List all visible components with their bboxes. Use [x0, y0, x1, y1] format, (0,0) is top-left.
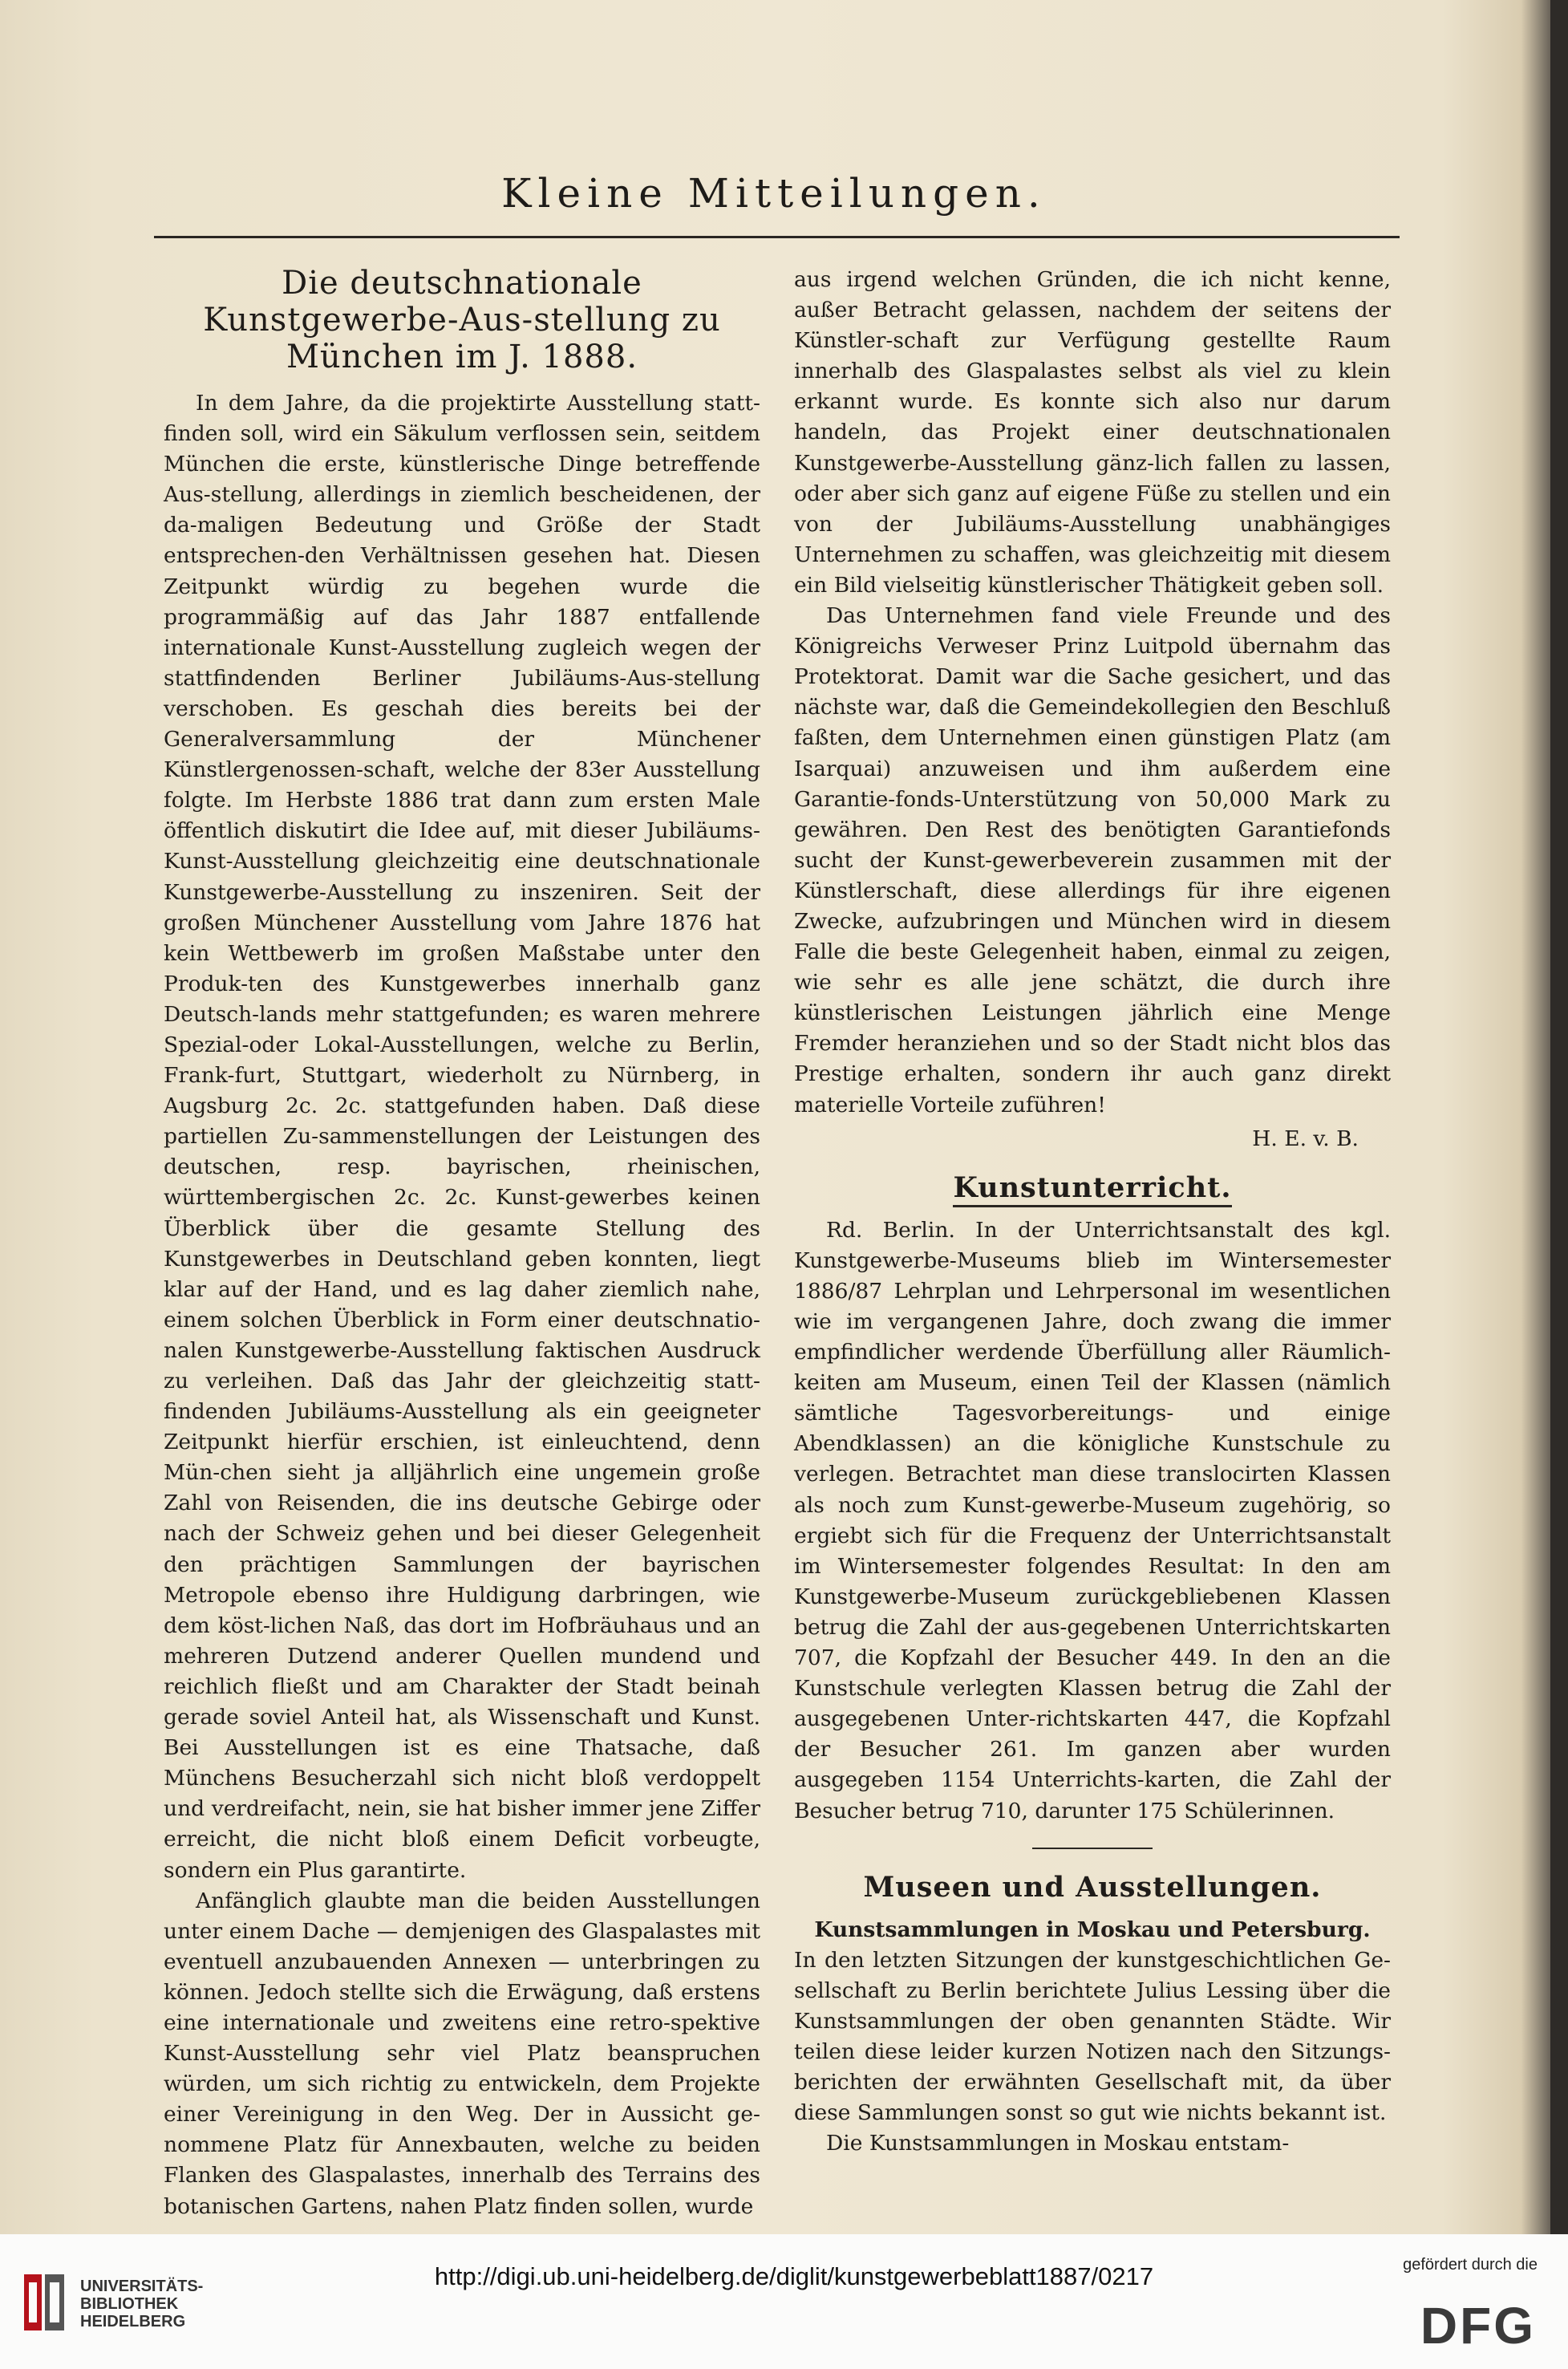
- museen-paragraph: In den letzten Sitzungen der kunstgeschichtlichen Ge-sellschaft zu Berlin berichtete Julius Lessing über die Kunstsammlungen der oben genannten Städte. Wir teilen diese leider kurzen Notizen nach den Sitzungs-berichten der erwähnten Gesellschaft mit, da über diese Sammlungen sonst so gut wie nichts bekannt ist.: [794, 1947, 1391, 2126]
- kunstunterricht-paragraph: Rd. Berlin. In der Unterrichtsanstalt des kgl. Kunstgewerbe-Museums blieb im Wintersemester 1886/87 Lehrplan und Lehrpersonal im wesentlichen wie im vergangenen Jahre, doch zwang die immer empfindlicher werdende Überfüllung aller Räumlich-keiten am Museum, einen Teil der Klassen (nämlich sämtliche Tagesvorbereitungs- und einige Abendklassen) an die königliche Kunstschule zu verlegen. Betrachtet man diese translocirten Klassen als noch zum Kunst-gewerbe-Museum zugehörig, so ergiebt sich für die Frequenz der Unterrichtsanstalt im Wintersemester folgendes Resultat: In den am Kunstgewerbe-Museum zurückgebliebenen Klassen betrug die Zahl der aus-gegebenen Unterrichtskarten 707, die Kopfzahl der Besucher 449. In den an die Kunstschule verlegten Klassen betrug die Zahl der ausgegebenen Unter-richtskarten 447, die Kopfzahl der Besucher 261. Im ganzen aber wurden ausgegeben 1154 Unterrichts-karten, die Zahl der Besucher betrug 710, darunter 175 Schülerinnen.: [794, 1217, 1391, 1823]
- right-paragraph-2: Das Unternehmen fand viele Freunde und des Königreichs Verweser Prinz Luitpold übernahm das Protektorat. Damit war die Sache gesichert, und das nächste war, daß die Gemeindekollegien den Beschluß faßten, dem Unternehmen einen günstigen Platz (am Isarquai) anzuweisen und ihm außerdem eine Garantie-fonds-Unterstützung von 50,000 Mark zu gewähren. Den Rest des benötigten Garantiefonds sucht der Kunst-gewerbeverein zusammen mit der Künstlerschaft, diese allerdings für ihre eigenen Zwecke, aufzubringen und München wird in diesem Falle die beste Gelegenheit haben, einmal zu zeigen, wie sehr es alle jene schätzt, die durch ihre künstlerischen Leistungen jährlich eine Menge Fremder heranziehen und so der Stadt nicht blos das Prestige erhalten, sondern ihr auch ganz direkt materielle Vorteile zuführen!: [794, 603, 1391, 1118]
- subsection-heading: Kunstsammlungen in Moskau und Petersburg.: [814, 1917, 1371, 1942]
- museen-last-line: Die Kunstsammlungen in Moskau entstam-: [826, 2131, 1290, 2156]
- library-name-line-1: UNIVERSITÄTS-: [80, 2278, 204, 2295]
- left-paragraph-1: In dem Jahre, da die projektirte Ausstellung statt-finden soll, wird ein Säkulum verflossen sein, seitdem München die erste, künstlerische Dinge betreffende Aus-stellung, allerdings in ziemlich bescheidenen, der da-maligen Bedeutung und Größe der Stadt entsprechen-den Verhältnissen gesehen hat. Diesen Zeitpunkt würdig zu begehen wurde die programmäßig auf das Jahr 1887 entfallende internationale Kunst-Ausstellung zugleich wegen der stattfindenden Berliner Jubiläums-Aus-stellung verschoben. Es geschah dies bereits bei der Generalversammlung der Münchener Künstlergenossen-schaft, welche der 83er Ausstellung folgte. Im Herbste 1886 trat dann zum ersten Male öffentlich diskutirt die Idee auf, mit dieser Jubiläums-Kunst-Ausstellung gleichzeitig eine deutschnationale Kunstgewerbe-Ausstellung zu inszeniren. Seit der großen Münchener Ausstellung vom Jahre 1876 hat kein Wettbewerb im großen Maßstabe unter den Produk-ten des Kunstgewerbes innerhalb ganz Deutsch-lands mehr stattgefunden; es waren mehrere Spezial-oder Lokal-Ausstellungen, welche zu Berlin, Frank-furt, Stuttgart, wiederholt zu Nürnberg, in Augsburg 2c. 2c. stattgefunden haben. Daß diese partiellen Zu-sammenstellungen der Leistungen des deutschen, resp. bayrischen, rheinischen, württembergischen 2c. 2c. Kunst-gewerbes keinen Überblick über die gesamte Stellung des Kunstgewerbes in Deutschland geben konnten, liegt klar auf der Hand, und es lag daher ziemlich nahe, einem solchen Überblick in Form einer deutschnatio-nalen Kunstgewerbe-Ausstellung faktischen Ausdruck zu verleihen. Daß das Jahr der gleichzeitig statt-findenden Jubiläums-Ausstellung als ein geeigneter Zeitpunkt hierfür erschien, ist einleuchtend, denn Mün-chen sieht ja alljährlich eine ungemein große Zahl von Reisenden, die ins deutsche Gebirge oder nach der Schweiz gehen und bei dieser Gelegenheit den prächtigen Sammlungen der bayrischen Metropole ebenso ihre Huldigung darbringen, wie dem köst-lichen Naß, das dort im Hofbräuhaus und an mehreren Dutzend anderer Quellen mundend und reichlich fließt und am Charakter der Stadt beinah gerade soviel Anteil hat, als Wissenschaft und Kunst. Bei Ausstellungen ist es eine Thatsache, daß Münchens Besucherzahl sich nicht bloß verdoppelt und verdreifacht, nein, sie hat bisher immer jene Ziffer erreicht, die nicht bloß einem Deficit vorbeugte, sondern ein Plus garantirte.: [164, 391, 760, 1883]
- section-divider: [1032, 1848, 1153, 1849]
- library-name: [80, 2278, 203, 2330]
- dfg-logo[interactable]: DFG: [1420, 2297, 1536, 2355]
- right-column: [794, 265, 1391, 2159]
- section-heading-museen: Museen und Ausstellungen.: [863, 1870, 1322, 1904]
- footer-bar: [0, 2234, 1568, 2369]
- permalink-url[interactable]: http://digi.ub.uni-heidelberg.de/diglit/kunstgewerbeblatt1887/0217: [434, 2262, 1154, 2290]
- section-heading-text: Kunstunterricht.: [953, 1171, 1231, 1207]
- header-rule: [154, 236, 1400, 238]
- library-seal-icon: [22, 2273, 66, 2332]
- running-title: Kleine Mitteilungen.: [501, 170, 1047, 217]
- page-edge-shadow: [1550, 0, 1568, 2234]
- right-continuation-paragraph: aus irgend welchen Gründen, die ich nicht kenne, außer Betracht gelassen, nachdem der seitens der Künstler-schaft zur Verfügung gestellte Raum innerhalb des Glaspalastes selbst als viel zu klein erkannt wurde. Es konnte sich also nur darum handeln, das Projekt einer deutschnationalen Kunstgewerbe-Ausstellung gänz-lich fallen zu lassen, oder aber sich ganz auf eigene Füße zu stellen und ein von der Jubiläums-Ausstellung unabhängiges Unternehmen zu schaffen, was gleichzeitig mit diesem ein Bild vielseitig künstlerischer Thätigkeit geben soll.: [794, 267, 1391, 598]
- article-title: Die deutschnationale Kunstgewerbe-Aus-stellung zu München im J. 1888.: [203, 265, 721, 375]
- library-name-line-2: BIBLIOTHEK: [80, 2295, 179, 2313]
- library-name-line-3: HEIDELBERG: [80, 2313, 186, 2330]
- university-library-logo[interactable]: [22, 2266, 215, 2339]
- left-column: [164, 265, 760, 2222]
- sponsor-label: gefördert durch die: [1403, 2256, 1538, 2274]
- author-signature: H. E. v. B.: [1252, 1126, 1359, 1151]
- left-paragraph-2: Anfänglich glaubte man die beiden Ausstellungen unter einem Dache — demjenigen des Glaspalastes mit eventuell anzubauenden Annexen — unterbringen zu können. Jedoch stellte sich die Erwägung, daß erstens eine internationale und zweitens eine retro-spektive Kunst-Ausstellung sehr viel Platz beanspruchen würden, um sich richtig zu entwickeln, dem Projekte einer Vereinigung in den Weg. Der in Aussicht ge-nommene Platz für Annexbauten, welche zu beiden Flanken des Glaspalastes, innerhalb des Terrains des botanischen Gartens, nahen Platz finden sollen, wurde: [164, 1888, 760, 2219]
- section-heading-kunstunterricht: [794, 1170, 1391, 1206]
